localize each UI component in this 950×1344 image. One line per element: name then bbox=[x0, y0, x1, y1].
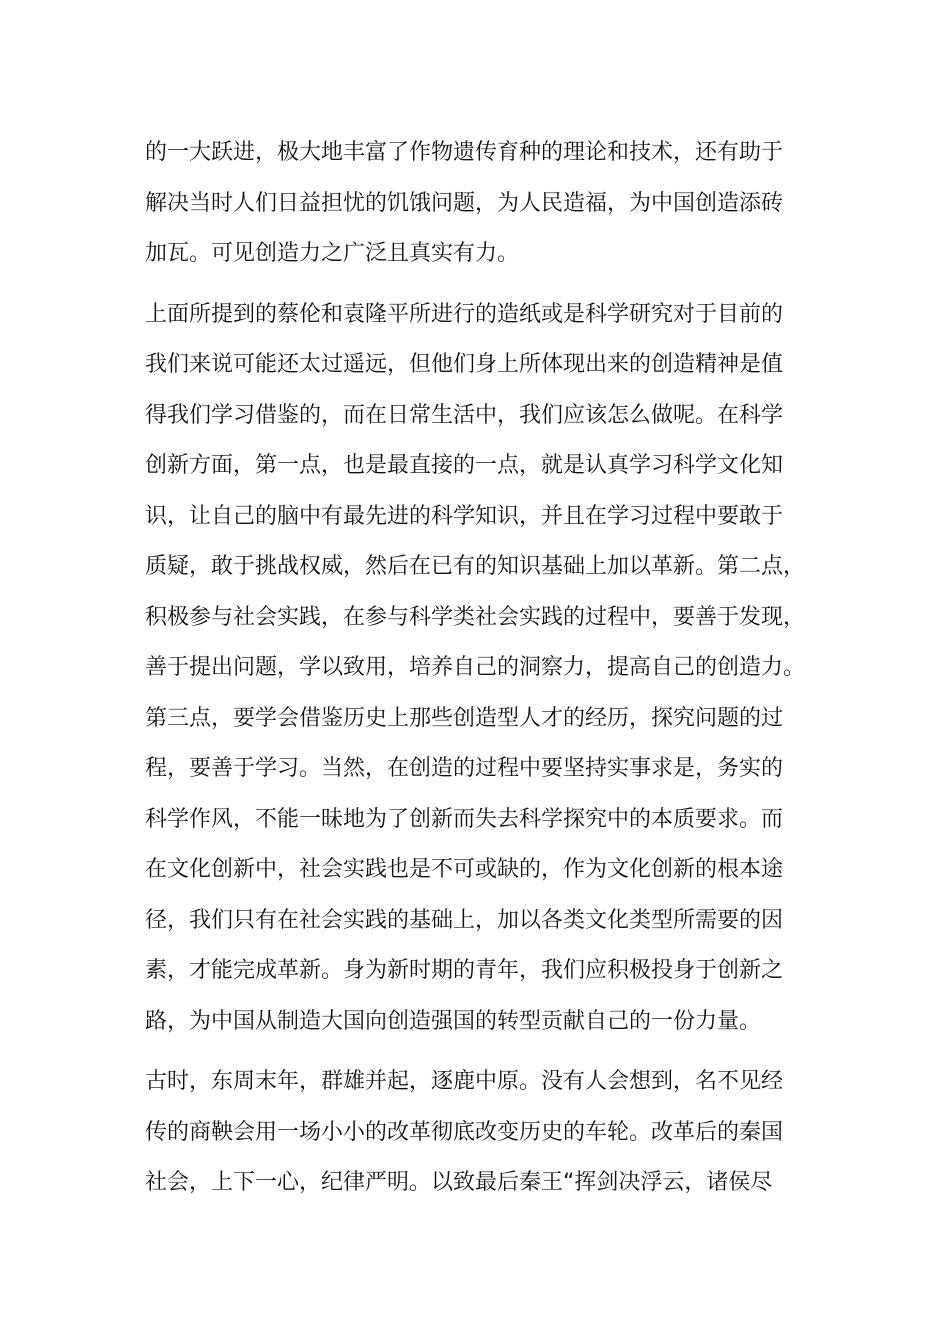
text-line: 得我们学习借鉴的，而在日常生活中，我们应该怎么做呢。在科学 bbox=[145, 402, 784, 428]
paragraph bbox=[145, 290, 810, 1048]
text-line: 积极参与社会实践，在参与科学类社会实践的过程中，要善于发现， bbox=[145, 604, 806, 630]
text-line: 路，为中国从制造大国向创造强国的转型贡献自己的一份力量。 bbox=[145, 1008, 762, 1034]
text-line: 径，我们只有在社会实践的基础上，加以各类文化类型所需要的因 bbox=[145, 907, 784, 933]
paragraph bbox=[145, 1057, 810, 1209]
text-line: 科学作风，不能一昧地为了创新而失去科学探究中的本质要求。而 bbox=[145, 806, 784, 832]
text-line: 第三点，要学会借鉴历史上那些创造型人才的经历，探究问题的过 bbox=[145, 705, 784, 731]
text-line: 解决当时人们日益担忧的饥饿问题，为人民造福，为中国创造添砖 bbox=[145, 190, 784, 216]
text-line: 程，要善于学习。当然，在创造的过程中要坚持实事求是，务实的 bbox=[145, 756, 784, 781]
text-line: 识，让自己的脑中有最先进的科学知识，并且在学习过程中要敢于 bbox=[145, 503, 784, 529]
text-line: 社会，上下一心，纪律严明。以致最后秦王“挥剑决浮云，诸侯尽 bbox=[145, 1170, 773, 1195]
text-line: 创新方面，第一点，也是最直接的一点，就是认真学习科学文化知 bbox=[145, 453, 784, 478]
text-line: 古时，东周末年，群雄并起，逐鹿中原。没有人会想到，名不见经 bbox=[145, 1069, 784, 1094]
text-line: 在文化创新中，社会实践也是不可或缺的，作为文化创新的根本途 bbox=[145, 857, 784, 882]
body-text bbox=[145, 128, 810, 1219]
paragraph bbox=[145, 128, 810, 280]
text-line: 上面所提到的蔡伦和袁隆平所进行的造纸或是科学研究对于目前的 bbox=[145, 301, 784, 327]
text-line: 的一大跃进，极大地丰富了作物遗传育种的理论和技术，还有助于 bbox=[145, 140, 784, 165]
text-line: 质疑，敢于挑战权威，然后在已有的知识基础上加以革新。第二点， bbox=[145, 554, 806, 579]
text-line: 素，才能完成革新。身为新时期的青年，我们应积极投身于创新之 bbox=[145, 958, 784, 983]
text-line: 善于提出问题，学以致用，培养自己的洞察力，提高自己的创造力。 bbox=[145, 655, 806, 680]
text-line: 传的商鞅会用一场小小的改革彻底改变历史的车轮。改革后的秦国 bbox=[145, 1119, 784, 1145]
text-line: 加瓦。可见创造力之广泛且真实有力。 bbox=[145, 241, 520, 266]
text-line: 我们来说可能还太过遥远，但他们身上所体现出来的创造精神是值 bbox=[145, 352, 784, 377]
